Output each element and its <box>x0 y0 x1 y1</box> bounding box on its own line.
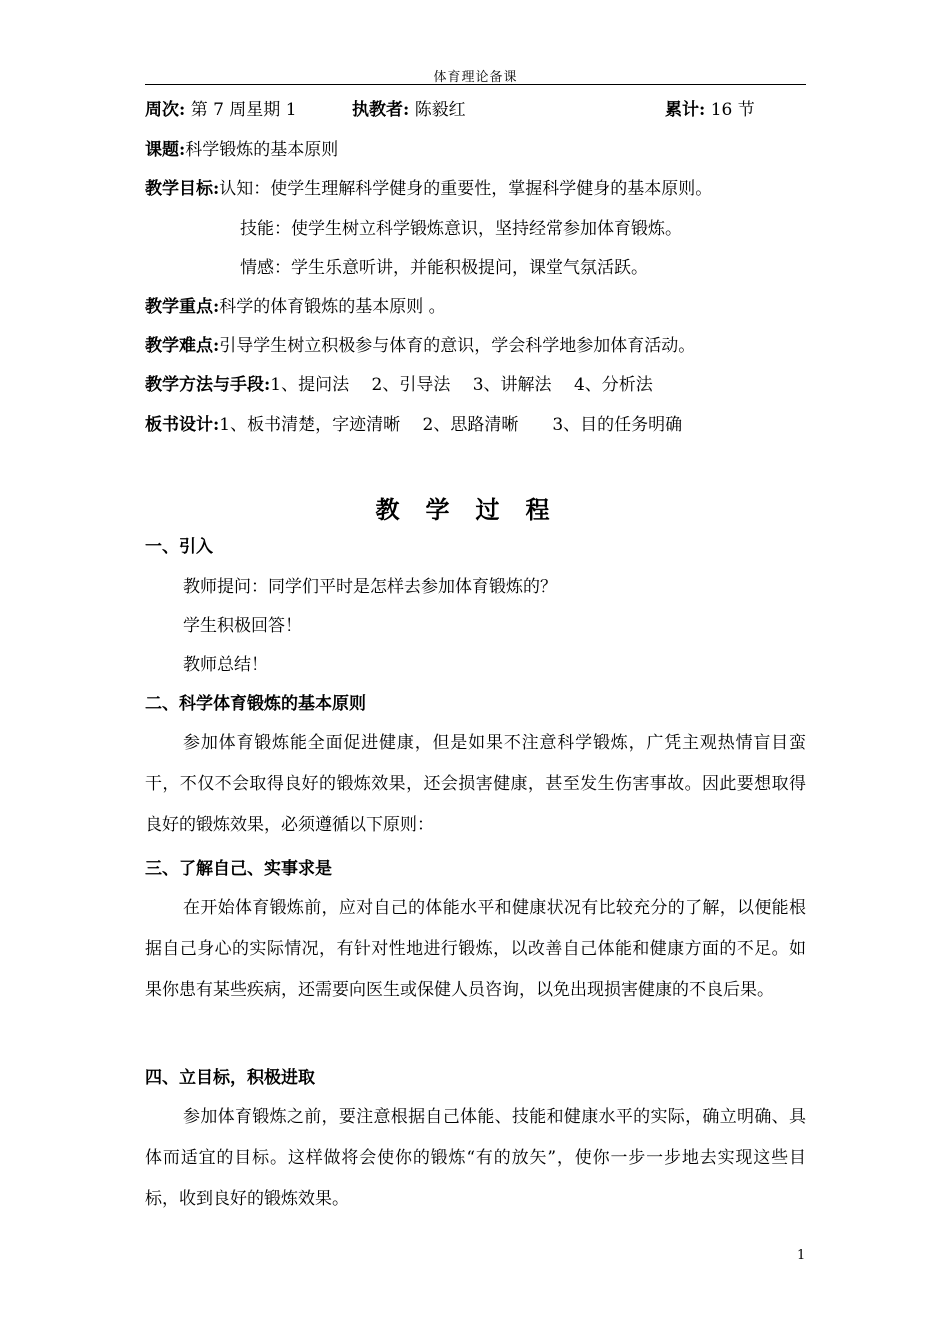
goals-label: 教学目标: <box>145 179 220 199</box>
key-point-label: 教学重点: <box>145 297 220 317</box>
section-title: 教学过程 <box>375 495 576 524</box>
week-label: 周次: <box>145 100 186 120</box>
goals-row <box>145 179 712 199</box>
s3-paragraph: 在开始体育锻炼前，应对自己的体能水平和健康状况有比较充分的了解，以便能根据自己身心的实际情况，有针对性地进行锻炼，以改善自己体能和健康方面的不足。如果你患有某些疾病，还需要向医生或保健人员咨询，以免出现损害健康的不良后果。 <box>145 898 806 1000</box>
total-group <box>665 100 755 120</box>
difficulty-value: 引导学生树立积极参与体育的意识，学会科学地参加体育活动。 <box>219 336 696 356</box>
teacher-group <box>352 100 466 120</box>
page-number: 1 <box>797 1248 806 1263</box>
difficulty-label: 教学难点: <box>145 336 220 356</box>
s1-line-2: 学生积极回答！ <box>183 616 302 636</box>
week-value: 第 7 周星期 1 <box>190 100 297 120</box>
total-value: 16 节 <box>710 100 755 120</box>
key-point-row <box>145 297 446 317</box>
key-point-value: 科学的体育锻炼的基本原则 。 <box>219 297 446 317</box>
s1-line-3: 教师总结！ <box>183 655 268 675</box>
s1-heading: 一、引入 <box>145 537 213 557</box>
methods-label: 教学方法与手段: <box>145 375 271 395</box>
difficulty-row <box>145 336 695 356</box>
s3-heading: 三、了解自己、实事求是 <box>145 859 332 879</box>
meta-row <box>145 100 755 120</box>
teacher-value: 陈毅红 <box>414 100 466 120</box>
methods-row <box>145 375 653 395</box>
s1-line-1: 教师提问：同学们平时是怎样去参加体育锻炼的？ <box>183 577 557 597</box>
board-row <box>145 415 682 435</box>
s4-heading: 四、立目标，积极进取 <box>145 1068 315 1088</box>
s2-paragraph: 参加体育锻炼能全面促进健康，但是如果不注意科学锻炼，广凭主观热情盲目蛮干，不仅不会取得良好的锻炼效果，还会损害健康，甚至发生伤害事故。因此要想取得良好的锻炼效果，必须遵循以下原则： <box>145 733 806 835</box>
topic-row <box>145 140 338 160</box>
board-label: 板书设计: <box>145 415 220 435</box>
methods-value: 1、提问法 2、引导法 3、讲解法 4、分析法 <box>270 375 653 395</box>
topic-value: 科学锻炼的基本原则 <box>185 140 339 160</box>
header-rule <box>145 84 806 85</box>
board-value: 1、板书清楚，字迹清晰 2、思路清晰 3、目的任务明确 <box>219 415 683 435</box>
s4-paragraph: 参加体育锻炼之前，要注意根据自己体能、技能和健康水平的实际，确立明确、具体而适宜的目标。这样做将会使你的锻炼“有的放矢”，使你一步一步地去实现这些目标，收到良好的锻炼效果。 <box>145 1107 806 1209</box>
goal-cognitive: 认知：使学生理解科学健身的重要性，掌握科学健身的基本原则。 <box>219 179 713 199</box>
topic-label: 课题: <box>145 140 186 160</box>
page-header: 体育理论备课 <box>433 70 518 85</box>
goal-skill: 技能：使学生树立科学锻炼意识，坚持经常参加体育锻炼。 <box>240 219 682 239</box>
s2-heading: 二、科学体育锻炼的基本原则 <box>145 694 366 714</box>
teacher-label: 执教者: <box>352 100 410 120</box>
total-label: 累计: <box>665 100 706 120</box>
goal-emotion: 情感：学生乐意听讲，并能积极提问，课堂气氛活跃。 <box>240 258 648 278</box>
